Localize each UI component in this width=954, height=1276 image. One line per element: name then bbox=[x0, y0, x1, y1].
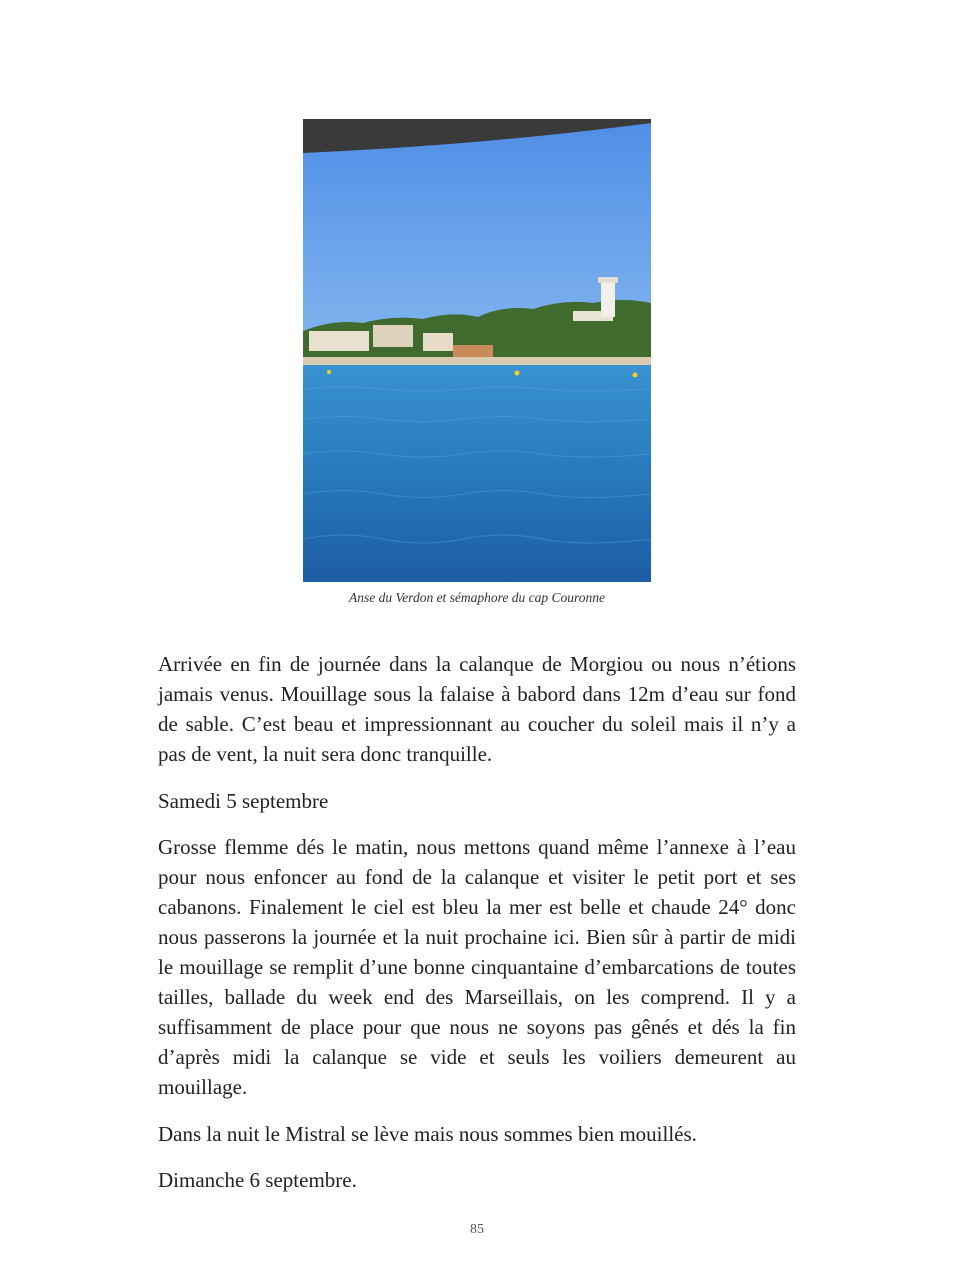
buoy bbox=[633, 373, 638, 378]
houses bbox=[373, 325, 413, 347]
sea bbox=[303, 365, 651, 582]
date-heading-sunday: Dimanche 6 septembre. bbox=[158, 1168, 357, 1192]
date-heading-saturday: Samedi 5 septembre bbox=[158, 789, 329, 813]
photo-caption: Anse du Verdon et sémaphore du cap Couronne bbox=[348, 590, 606, 605]
beach bbox=[303, 357, 651, 365]
semaphore-top bbox=[598, 277, 618, 283]
landscape-photo bbox=[303, 119, 651, 582]
paragraph-night: Dans la nuit le Mistral se lève mais nous sommes bien mouillés. bbox=[158, 1122, 697, 1146]
buoy bbox=[515, 371, 520, 376]
paragraph-saturday: Grosse flemme dés le matin, nous mettons quand même l’annexe à l’eau pour nous enfoncer au fond de la calanque et visiter le petit port et ses cabanons. Finalement le ciel est bleu la mer est belle et chaude 24° donc nous passerons la journée et la nuit prochaine ici. Bien sûr à partir de midi le mouillage se remplit d’une bonne cinquantaine d’embarcations de toutes tailles, ballade du week end des Marseillais, on les comprend. Il y a suffisamment de place pour que nous ne soyons pas gênés et dés la fin d’après midi la calanque se vide et seuls les voiliers demeurent au mouillage. bbox=[158, 835, 796, 1099]
paragraph-arrival: Arrivée en fin de journée dans la calanque de Morgiou ou nous n’étions jamais venus. Mouillage sous la falaise à babord dans 12m d’eau sur fond de sable. C’est beau et impressionnant au coucher du soleil mais il n’y a pas de vent, la nuit sera donc tranquille. bbox=[158, 652, 796, 766]
beach-building bbox=[453, 345, 493, 357]
page-number: 85 bbox=[470, 1222, 484, 1237]
buoy bbox=[327, 370, 331, 374]
houses bbox=[309, 331, 369, 351]
semaphore-tower bbox=[601, 281, 615, 317]
houses bbox=[423, 333, 453, 351]
landscape-photo-icon bbox=[303, 119, 651, 582]
